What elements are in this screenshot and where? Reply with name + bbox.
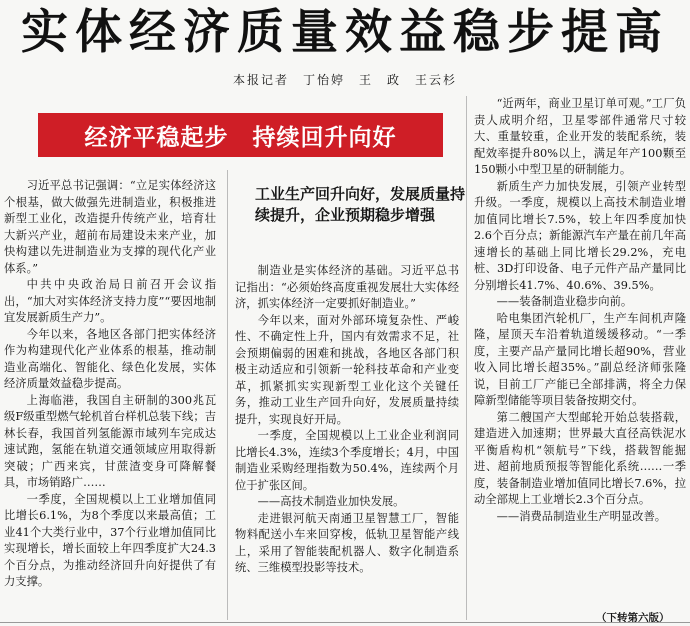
paragraph: 今年以来，各地区各部门把实体经济作为构建现代化产业体系的根基，推动制造业高端化、智能化、绿色化发展，实体经济质量效益稳步提高。 (4, 327, 216, 390)
paragraph: 今年以来，面对外部环境复杂性、严峻性、不确定性上升，国内有效需求不足，社会预期偏弱的困难和挑战，各地区各部门积极主动适应和引领新一轮科技革命和产业变革，抓紧抓实实现新型工业化这个关键任务，推动工业生产回升向好，发展质量持续提升，实现良好开局。 (235, 313, 459, 426)
paragraph: 制造业是实体经济的基础。习近平总书记指出：“必须始终高度重视发展壮大实体经济，抓实体经济一定要抓好制造业。” (235, 264, 459, 310)
paragraph: 新质生产力加快发展，引领产业转型升级。一季度，规模以上高技术制造业增加值同比增长7.5%，较上年四季度加快2.6个百分点；新能源汽车产量在前几年高速增长的基础上同比增长29.2%，充电桩、3D打印设备、电子元件产品产量同比分别增长41.7%、40.6%、39.5%。 (474, 179, 686, 292)
paragraph: 哈电集团汽轮机厂，生产车间机声隆隆，屋顶天车沿着轨道缓缓移动。“一季度，主要产品产量同比增长超90%，营业收入同比增长超35%。”副总经济师张隆说，目前工厂产能已全部排满，将全力保障新型储能等项目装备按期交付。 (474, 311, 686, 407)
paragraph: 一季度，全国规模以上工业企业利润同比增长4.3%，连续3个季度增长；4月，中国制造业采购经理指数为50.4%，连续两个月位于扩张区间。 (235, 429, 459, 492)
column-divider (466, 96, 467, 620)
paragraph: 上海临港，我国自主研制的300兆瓦级F级重型燃气轮机首台样机总装下线；吉林长春，我国首列氢能源市域列车完成达速试跑，氢能在轨道交通领域应用取得新突破；广西来宾，甘蔗渣变身可降解餐具，市场销路广…… (4, 393, 216, 489)
paragraph: ——高技术制造业加快发展。 (257, 495, 405, 508)
paragraph: 第二艘国产大型邮轮开始总装搭载，建造进入加速期；世界最大直径高铁泥水平衡盾构机“领航号”下线，搭载智能掘进、超前地质预报等智能化系统……一季度，装备制造业增加值同比增长7.6%，拉动全部规上工业增长2.3个百分点。 (474, 410, 686, 506)
paragraph: “近两年，商业卫星订单可观。”工厂负责人成明介绍，卫星零部件通常尺寸较大、重量较重，企业开发的装配系统，装配效率提升80%以上，满足年产100颗至150颗小中型卫星的研制能力。 (474, 97, 686, 176)
article-column-1 (4, 178, 216, 591)
banner-title: 经济平稳起步 持续回升向好 (84, 124, 397, 151)
paragraph: 中共中央政治局日前召开会议指出，“加大对实体经济支持力度”“要因地制宜发展新质生产力”。 (4, 278, 216, 324)
paragraph: ——消费品制造业生产明显改善。 (496, 509, 667, 523)
section-subhead: 工业生产回升向好，发展质量持续提升，企业预期稳步增强 (255, 185, 466, 224)
byline: 本报记者 丁怡婷 王 政 王云杉 (232, 73, 457, 87)
column-divider (227, 170, 228, 620)
section-banner (38, 113, 443, 157)
continued-note: （下转第六版） (596, 612, 670, 624)
paragraph: 走进银河航天南通卫星智慧工厂，智能物料配送小车来回穿梭，低轨卫星智能产线上，采用了智能装配机器人、数字化制造系统、三维模型投影等技术。 (235, 511, 459, 574)
paragraph: 一季度，全国规模以上工业增加值同比增长6.1%，为8个季度以来最高值；工业41个大类行业中，37个行业增加值同比实现增长，增长面较上年四季度扩大24.3个百分点，为推动经济回升向好提供了有力支撑。 (4, 492, 216, 588)
article-column-2 (235, 263, 459, 577)
page-headline: 实体经济质量效益稳步提高 (21, 5, 669, 60)
paragraph: ——装备制造业稳步向前。 (496, 295, 633, 308)
article-column-3 (474, 96, 686, 525)
bottom-rule (0, 622, 690, 623)
paragraph: 习近平总书记强调：“立足实体经济这个根基，做大做强先进制造业，积极推进新型工业化，改造提升传统产业，培育壮大新兴产业，超前布局建设未来产业，加快构建以先进制造业为支撑的现代化产业体系。” (4, 179, 216, 275)
